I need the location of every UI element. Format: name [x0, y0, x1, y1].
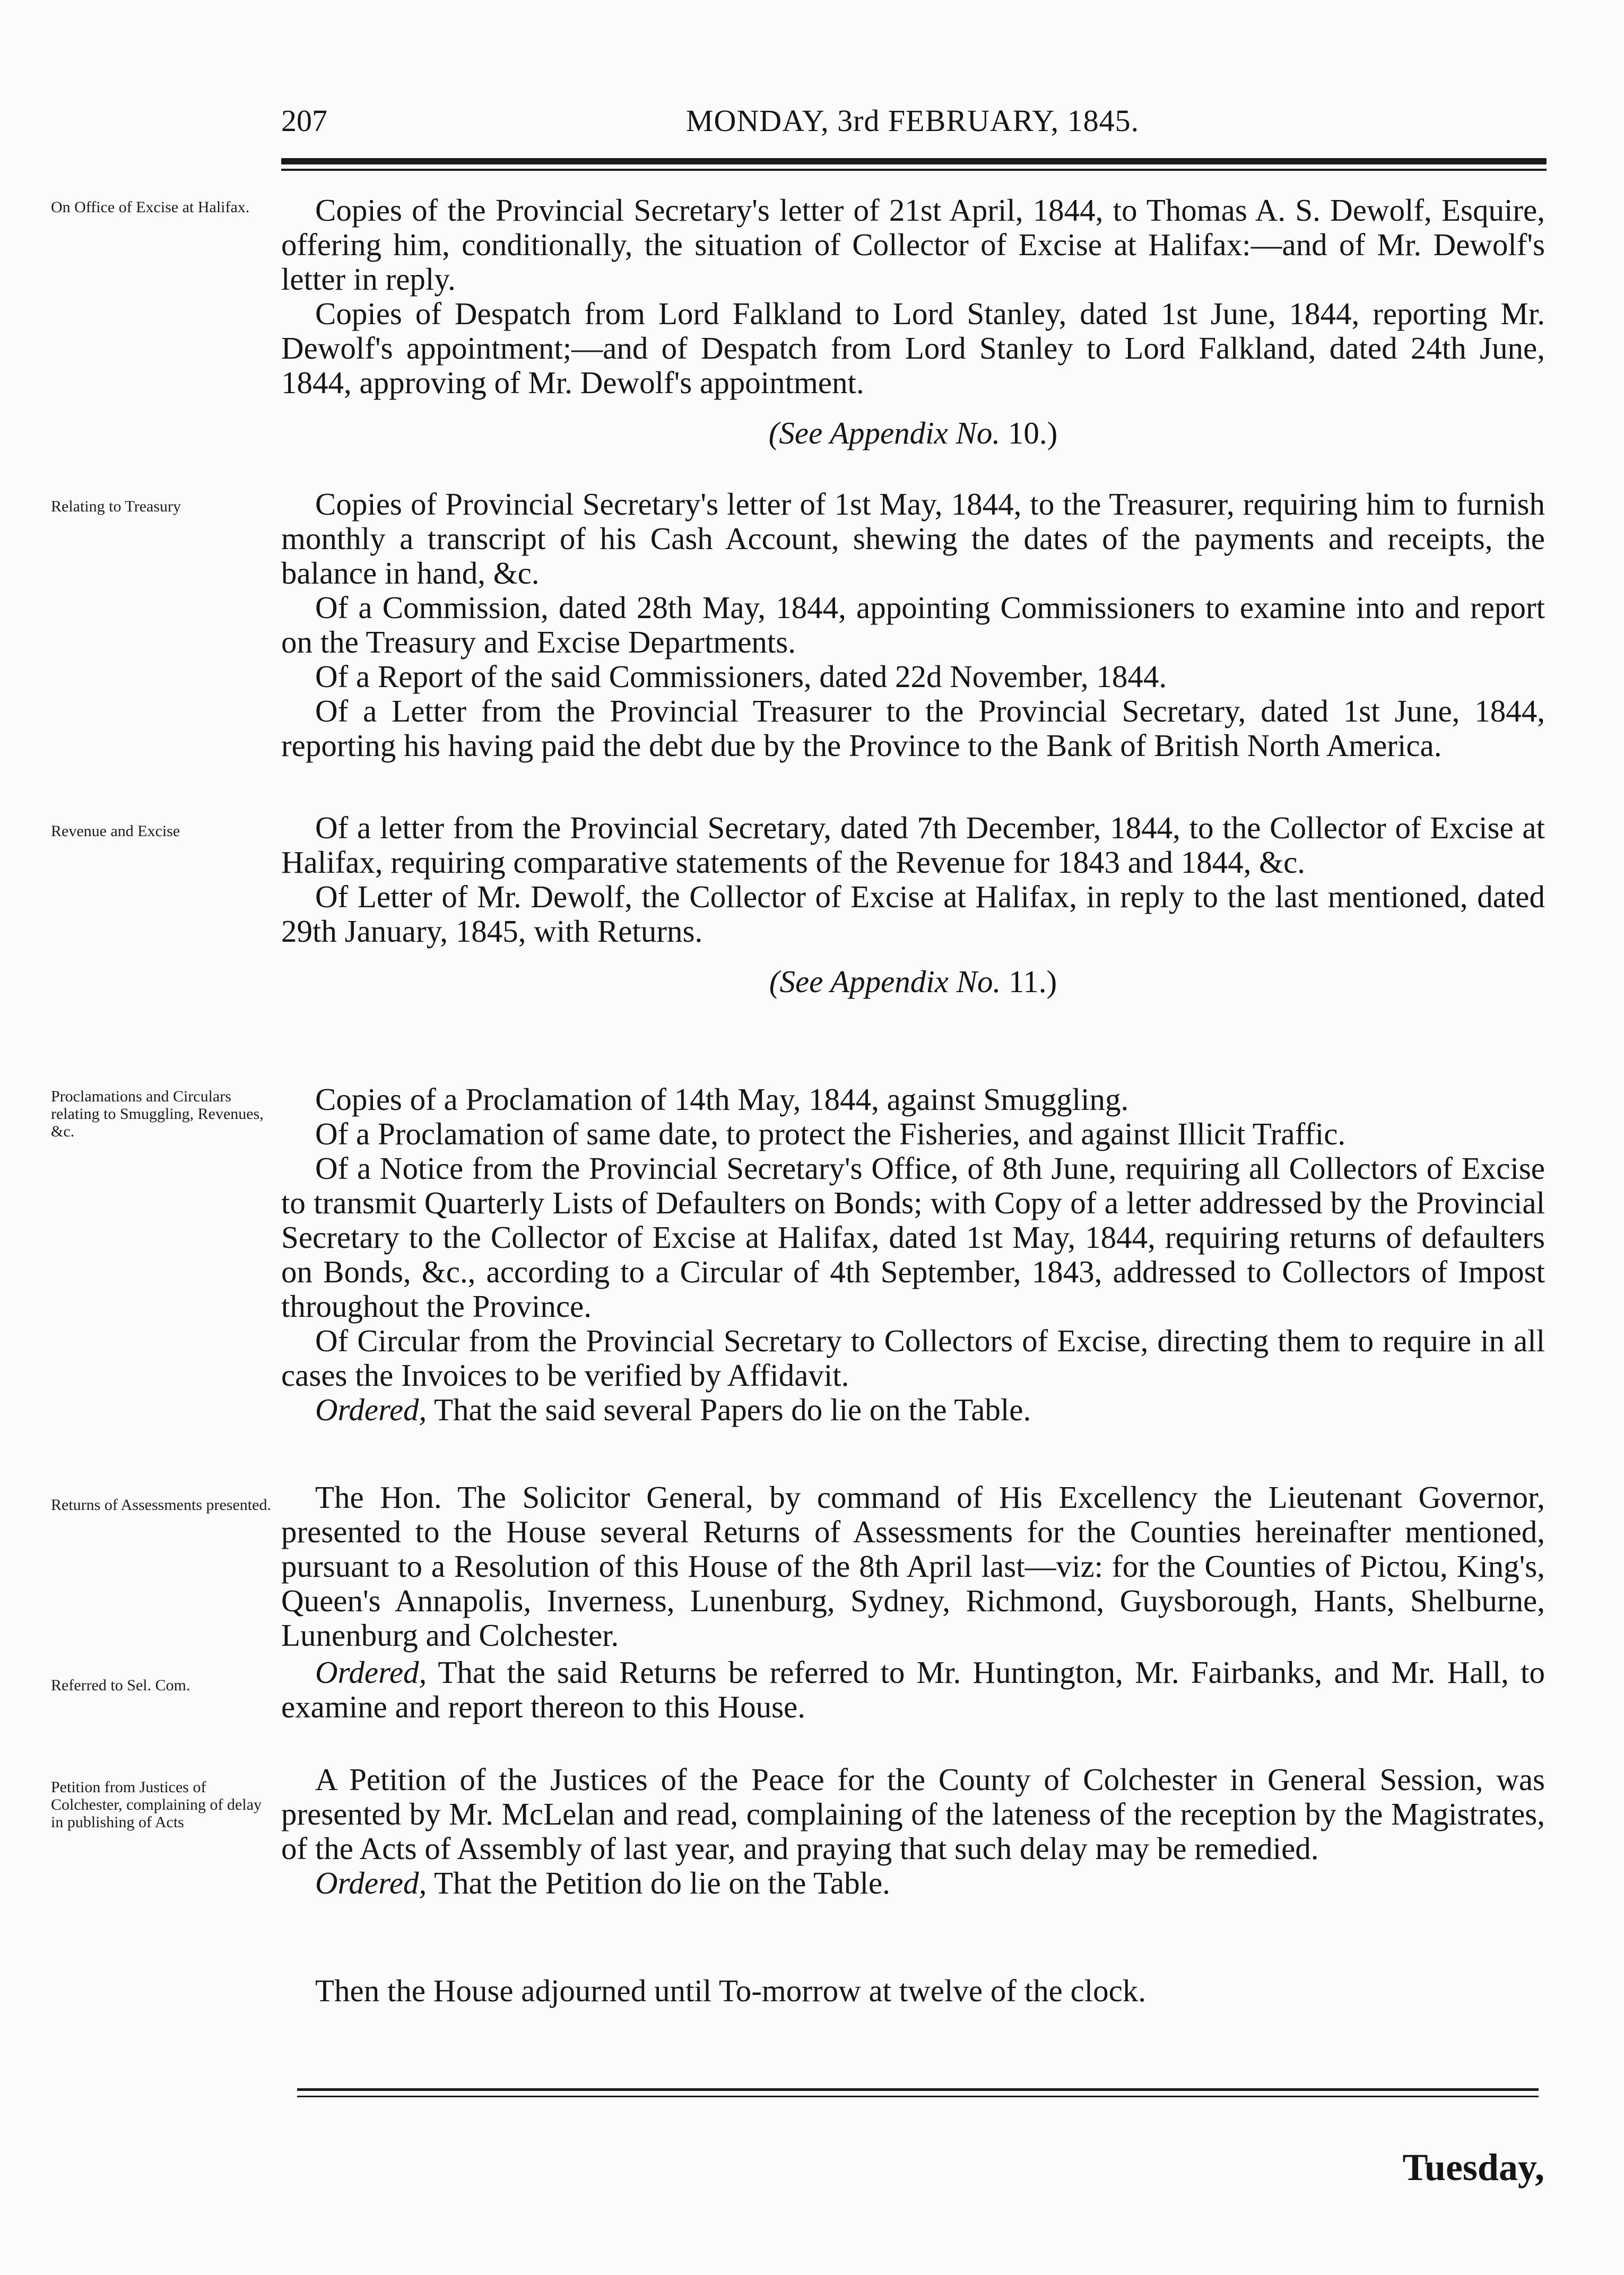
page-header [281, 100, 1544, 142]
appendix-reference [281, 965, 1545, 999]
paragraph: The Hon. The Solicitor General, by command of His Excellency the Lieutenant Governor, presented to the House several Returns of Assessments for the Counties hereinafter mentioned, pursuant to a Resolution of this House of the 8th April last—viz: for the Counties of Pictou, King's, Queen's Annapolis, Inverness, Lunenburg, Sydney, Richmond, Guysborough, Hants, Shelburne, Lunenburg and Colchester. [281, 1480, 1545, 1653]
paragraph [281, 1655, 1545, 1724]
margin-note-assessments: Returns of Assessments presented. [51, 1496, 271, 1514]
paragraph: Of a Commission, dated 28th May, 1844, appointing Commissioners to examine into and report on the Treasury and Excise Departments. [281, 590, 1545, 659]
paragraph: Of Letter of Mr. Dewolf, the Collector of Excise at Halifax, in reply to the last mentioned, dated 29th January, 1845, with Returns. [281, 879, 1545, 949]
ordered-label: Ordered, [315, 1655, 427, 1690]
ordered-text: That the said several Papers do lie on the Table. [433, 1392, 1031, 1427]
paragraph: Of a Report of the said Commissioners, dated 22d November, 1844. [315, 659, 1167, 694]
paragraph: Of a letter from the Provincial Secretary, dated 7th December, 1844, to the Collector of Excise at Halifax, requiring comparative statements of the Revenue for 1843 and 1844, &c. [281, 810, 1545, 880]
header-rule-thin [281, 169, 1547, 171]
paragraph: Copies of a Proclamation of 14th May, 1844, against Smuggling. [315, 1082, 1129, 1117]
paragraph: A Petition of the Justices of the Peace for the County of Colchester in General Session, was presented by Mr. McLelan and read, complaining of the lateness of the reception by the Magistrates, of the Acts of Assembly of last year, and praying that such delay may be remedied. [281, 1762, 1545, 1866]
adjournment-text: Then the House adjourned until To-morrow at twelve of the clock. [315, 1973, 1147, 2008]
ordered-text: That the said Returns be referred to Mr. Huntington, Mr. Fairbanks, and Mr. Hall, to examine and report thereon to this House. [281, 1655, 1545, 1724]
closing-rule-lower [297, 2096, 1539, 2097]
paragraph: Of a Notice from the Provincial Secretary's Office, of 8th June, requiring all Collectors of Excise to transmit Quarterly Lists of Defaulters on Bonds; with Copy of a letter addressed by the Provincial Secretary to the Collector of Excise at Halifax, dated 1st May, 1844, requiring returns of defaulters on Bonds, &c., according to a Circular of 4th September, 1843, addressed to Collectors of Impost throughout the Province. [281, 1151, 1545, 1324]
entry-assessments [281, 1480, 1545, 1653]
ordered-text: That the Petition do lie on the Table. [433, 1865, 890, 1900]
paragraph [281, 1866, 1545, 1900]
entry-revenue [281, 811, 1545, 999]
entry-proclamations [281, 1082, 1545, 1427]
paragraph: Copies of Despatch from Lord Falkland to Lord Stanley, dated 1st June, 1844, reporting Mr. Dewolf's appointment;—and of Despatch from Lord Stanley to Lord Falkland, dated 24th June, 1844, approving of Mr. Dewolf's appointment. [281, 296, 1545, 400]
page-number: 207 [281, 103, 327, 138]
paragraph [281, 1393, 1545, 1427]
catchword: Tuesday, [1402, 2146, 1544, 2189]
margin-note-proclamations: Proclamations and Circulars relating to Smuggling, Revenues, &c. [51, 1088, 264, 1140]
paragraph: Of a Proclamation of same date, to protect the Fisheries, and against Illicit Traffic. [315, 1116, 1346, 1151]
margin-note-excise-office: On Office of Excise at Halifax. [51, 198, 250, 216]
paragraph: Of Circular from the Provincial Secretary to Collectors of Excise, directing them to require in all cases the Invoices to be verified by Affidavit. [281, 1323, 1545, 1393]
margin-note-revenue: Revenue and Excise [51, 822, 180, 840]
entry-select-committee [281, 1655, 1545, 1724]
ordered-label: Ordered, [315, 1865, 427, 1900]
entry-petition [281, 1762, 1545, 1900]
entry-excise-office [281, 193, 1545, 450]
entry-adjournment [281, 1974, 1545, 2008]
running-title: MONDAY, 3rd FEBRUARY, 1845. [685, 103, 1140, 138]
header-rule-thick [281, 158, 1547, 164]
margin-note-select-committee: Referred to Sel. Com. [51, 1677, 190, 1694]
appendix-ref-number: 11.) [1008, 964, 1057, 999]
closing-rule-upper [297, 2088, 1539, 2091]
appendix-ref-text: (See Appendix No. [769, 964, 1001, 999]
paragraph: Of a Letter from the Provincial Treasurer to the Provincial Secretary, dated 1st June, 1844, reporting his having paid the debt due by the Province to the Bank of British North America. [281, 693, 1545, 763]
paragraph: Copies of the Provincial Secretary's letter of 21st April, 1844, to Thomas A. S. Dewolf, Esquire, offering him, conditionally, the situation of Collector of Excise at Halifax:—and of Mr. Dewolf's letter in reply. [281, 193, 1545, 297]
entry-treasury [281, 487, 1545, 763]
appendix-reference [281, 416, 1545, 450]
margin-note-petition: Petition from Justices of Colchester, complaining of delay in publishing of Acts [51, 1778, 262, 1831]
ordered-label: Ordered, [315, 1392, 427, 1427]
paragraph: Copies of Provincial Secretary's letter of 1st May, 1844, to the Treasurer, requiring him to furnish monthly a transcript of his Cash Account, shewing the dates of the payments and receipts, the balance in hand, &c. [281, 487, 1545, 591]
appendix-ref-number: 10.) [1008, 415, 1058, 450]
appendix-ref-text: (See Appendix No. [768, 415, 1001, 450]
margin-note-treasury: Relating to Treasury [51, 498, 181, 515]
